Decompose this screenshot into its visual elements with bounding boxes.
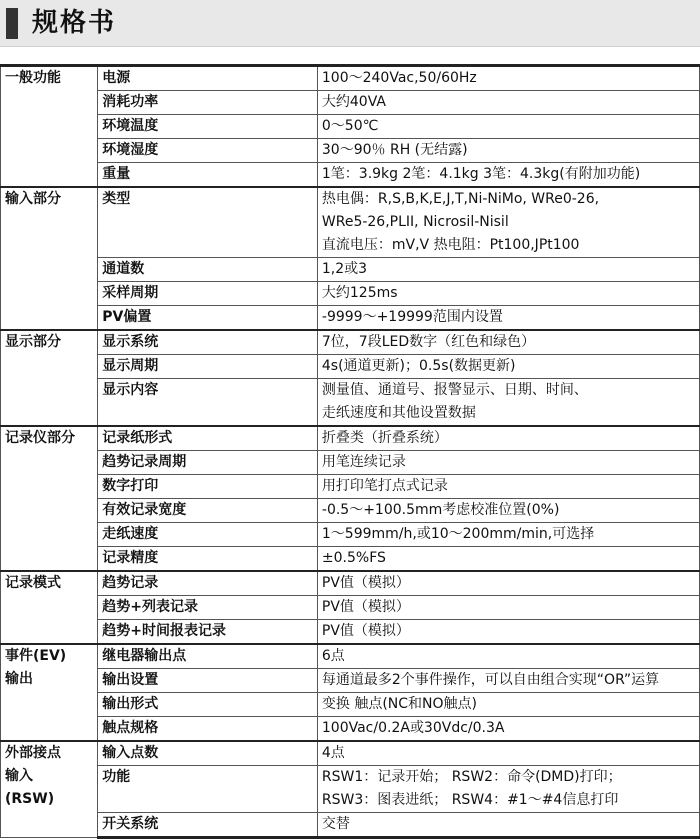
spec-item-name: 功能: [98, 766, 318, 813]
spec-item-value: [317, 379, 699, 427]
category-label-line: 输入部分: [5, 191, 61, 207]
spec-item-name: 有效记录宽度: [98, 499, 318, 523]
spec-row: [1, 115, 700, 139]
spec-item-value: [317, 741, 699, 766]
spec-item-value: [317, 355, 699, 379]
value-line: 用打印笔打点式记录: [321, 478, 448, 494]
spec-item-value: [317, 523, 699, 547]
value-line: ±0.5%FS: [321, 550, 386, 566]
value-line: RSW1：记录开始； RSW2：命令(DMD)打印；: [321, 769, 622, 785]
spec-item-name: 输入点数: [98, 741, 318, 766]
value-line: 直流电压：mV,V 热电阻：Pt100,JPt100: [321, 237, 580, 253]
spec-item-value: [317, 258, 699, 282]
spec-row: [1, 523, 700, 547]
spec-item-value: [317, 669, 699, 693]
spec-item-name: 类型: [98, 187, 318, 258]
spec-item-value: [317, 91, 699, 115]
spec-row: [1, 451, 700, 475]
spec-item-name: 环境温度: [98, 115, 318, 139]
spec-row: [1, 282, 700, 306]
spec-item-name: 显示系统: [98, 330, 318, 355]
value-line: 7位，7段LED数字（红色和绿色）: [321, 334, 536, 350]
category-label-line: 一般功能: [5, 70, 61, 86]
value-line: 100Vac/0.2A或30Vdc/0.3A: [321, 720, 505, 736]
spec-item-name: 趋势+时间报表记录: [98, 620, 318, 645]
value-line: -0.5～+100.5mm考虑校准位置(0%): [321, 502, 560, 518]
title-accent-bar: [6, 8, 18, 39]
spec-row: [1, 355, 700, 379]
spec-item-value: [317, 451, 699, 475]
spec-row: [1, 693, 700, 717]
value-line: PV值（模拟）: [321, 575, 410, 591]
category-label-line: 输出: [5, 671, 33, 687]
value-line: 大约40VA: [321, 94, 386, 110]
spec-item-value: [317, 306, 699, 331]
spec-item-name: 输出形式: [98, 693, 318, 717]
value-line: 0～50℃: [321, 118, 379, 134]
spec-row: [1, 258, 700, 282]
spec-item-value: [317, 66, 699, 91]
spec-category: [1, 644, 98, 741]
spec-row: [1, 91, 700, 115]
category-label-line: (RSW): [5, 791, 55, 807]
spec-item-name: 显示内容: [98, 379, 318, 427]
spec-category: [1, 741, 98, 838]
spec-row: [1, 741, 700, 766]
spec-item-name: 开关系统: [98, 813, 318, 838]
spec-item-value: [317, 499, 699, 523]
spec-item-name: 记录精度: [98, 547, 318, 572]
value-line: -9999～+19999范围内设置: [321, 309, 503, 325]
spec-item-value: [317, 115, 699, 139]
spec-row: [1, 766, 700, 813]
spec-item-name: 输出设置: [98, 669, 318, 693]
spec-item-name: 走纸速度: [98, 523, 318, 547]
spec-item-value: [317, 475, 699, 499]
spec-item-value: [317, 163, 699, 188]
spec-row: [1, 717, 700, 742]
spec-row: [1, 306, 700, 331]
spec-item-name: 通道数: [98, 258, 318, 282]
spec-row: [1, 813, 700, 838]
spec-row: [1, 187, 700, 258]
spec-row: [1, 499, 700, 523]
value-line: RSW3：图表进纸； RSW4：#1～#4信息打印: [321, 792, 619, 808]
spec-item-value: [317, 187, 699, 258]
category-label-line: 事件(EV): [5, 648, 67, 664]
category-label-line: 记录模式: [5, 575, 61, 591]
spec-item-value: [317, 596, 699, 620]
title-bar: [0, 0, 700, 47]
spec-row: [1, 475, 700, 499]
spec-item-name: 趋势记录周期: [98, 451, 318, 475]
value-line: PV值（模拟）: [321, 623, 410, 639]
value-line: 30～90％ RH (无结露): [321, 142, 468, 158]
spec-item-name: 数字打印: [98, 475, 318, 499]
value-line: 4点: [321, 745, 345, 761]
category-label-line: 外部接点: [5, 745, 61, 761]
spec-item-name: 趋势记录: [98, 571, 318, 596]
spec-item-name: 环境湿度: [98, 139, 318, 163]
spec-category: [1, 187, 98, 330]
page-title: 规格书: [32, 8, 117, 38]
spec-row: [1, 644, 700, 669]
value-line: 折叠类（折叠系统）: [321, 430, 448, 446]
spec-row: [1, 571, 700, 596]
spec-row: [1, 426, 700, 451]
value-line: 热电偶：R,S,B,K,E,J,T,Ni-NiMo, WRe0-26,: [321, 191, 600, 207]
spec-item-value: [317, 547, 699, 572]
value-line: 4s(通道更新)；0.5s(数据更新): [321, 358, 516, 374]
spec-row: [1, 379, 700, 427]
spec-row: [1, 547, 700, 572]
spec-category: [1, 571, 98, 644]
spec-item-name: 消耗功率: [98, 91, 318, 115]
spec-table: [0, 64, 700, 839]
value-line: 1笔：3.9kg 2笔：4.1kg 3笔：4.3kg(有附加功能): [321, 166, 641, 182]
spec-item-name: 采样周期: [98, 282, 318, 306]
spec-item-value: [317, 813, 699, 838]
spec-category: [1, 426, 98, 571]
value-line: 交替: [321, 816, 350, 832]
spec-item-name: PV偏置: [98, 306, 318, 331]
spec-item-value: [317, 717, 699, 742]
spec-row: [1, 66, 700, 91]
spec-row: [1, 620, 700, 645]
category-label-line: 输入: [5, 768, 33, 784]
spec-item-value: [317, 426, 699, 451]
value-line: 走纸速度和其他设置数据: [321, 405, 476, 421]
spec-item-name: 电源: [98, 66, 318, 91]
category-label-line: 显示部分: [5, 334, 61, 350]
spec-item-value: [317, 139, 699, 163]
spec-item-name: 继电器输出点: [98, 644, 318, 669]
spec-item-name: 记录纸形式: [98, 426, 318, 451]
spec-item-name: 重量: [98, 163, 318, 188]
spec-item-name: 趋势+列表记录: [98, 596, 318, 620]
spec-row: [1, 596, 700, 620]
spec-item-value: [317, 620, 699, 645]
value-line: 变换 触点(NC和NO触点): [321, 696, 478, 712]
spec-category: [1, 330, 98, 426]
value-line: PV值（模拟）: [321, 599, 410, 615]
value-line: 1～599mm/h,或10～200mm/min,可选择: [321, 526, 595, 542]
value-line: WRe5-26,PLII, Nicrosil-Nisil: [321, 214, 509, 230]
spec-item-value: [317, 693, 699, 717]
spec-item-value: [317, 766, 699, 813]
spec-row: [1, 330, 700, 355]
spec-row: [1, 139, 700, 163]
spec-row: [1, 669, 700, 693]
spec-row: [1, 163, 700, 188]
value-line: 大约125ms: [321, 285, 398, 301]
spec-item-value: [317, 571, 699, 596]
spec-item-value: [317, 282, 699, 306]
value-line: 测量值、通道号、报警显示、日期、时间、: [321, 382, 588, 398]
spec-item-value: [317, 330, 699, 355]
value-line: 100～240Vac,50/60Hz: [321, 70, 477, 86]
value-line: 用笔连续记录: [321, 454, 406, 470]
category-label-line: 记录仪部分: [5, 430, 75, 446]
spec-item-name: 显示周期: [98, 355, 318, 379]
spec-item-name: 触点规格: [98, 717, 318, 742]
value-line: 每通道最多2个事件操作，可以自由组合实现“OR”运算: [321, 672, 660, 688]
spec-item-value: [317, 644, 699, 669]
value-line: 1,2或3: [321, 261, 368, 277]
spec-category: [1, 66, 98, 188]
value-line: 6点: [321, 648, 345, 664]
